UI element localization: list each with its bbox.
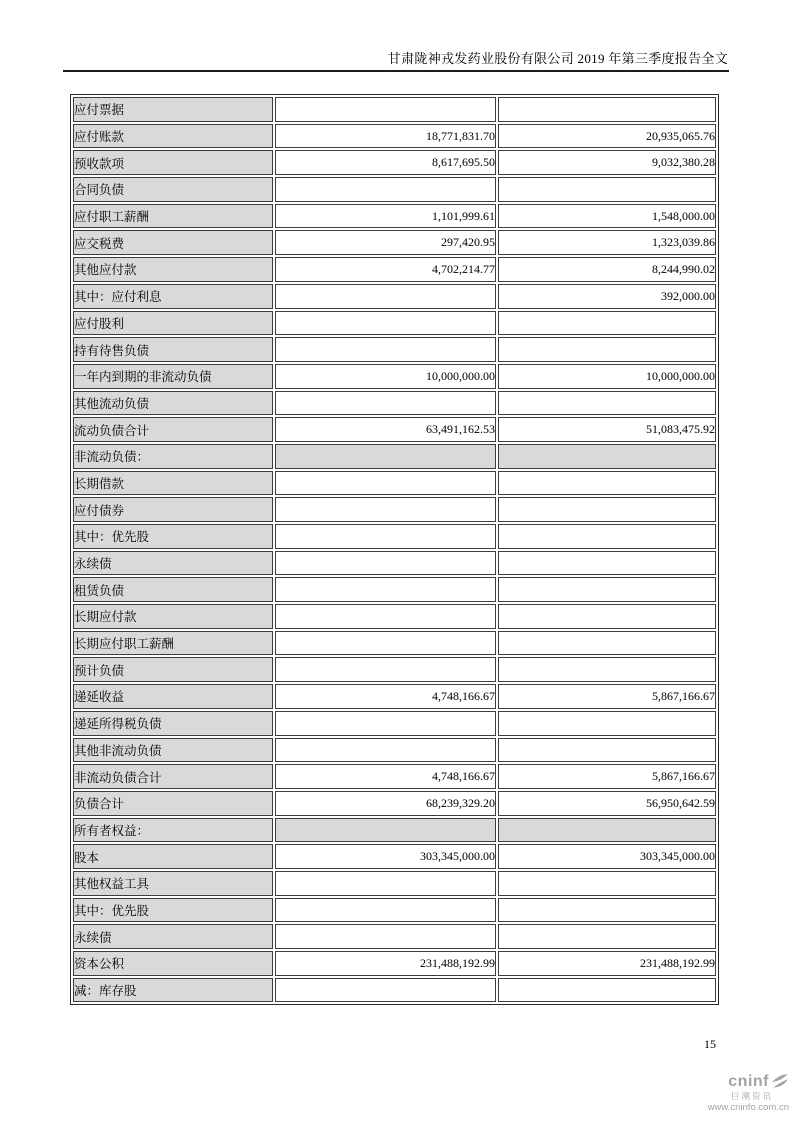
- row-value-col3: [498, 311, 716, 336]
- row-value-col2: [275, 444, 496, 469]
- row-value-col2: [275, 818, 496, 843]
- cninfo-logo: [708, 1073, 789, 1113]
- table-row: [73, 497, 716, 522]
- table-row: [73, 177, 716, 202]
- row-label: 长期借款: [73, 471, 273, 496]
- cninfo-brand-cn: 巨潮资讯: [730, 1090, 773, 1101]
- row-label: 非流动负债：: [73, 444, 273, 469]
- row-value-col3: [498, 471, 716, 496]
- row-value-col2: [275, 284, 496, 309]
- row-value-col3: 10,000,000.00: [498, 364, 716, 389]
- row-value-col2: [275, 471, 496, 496]
- row-value-col3: [498, 177, 716, 202]
- row-value-col3: [498, 631, 716, 656]
- report-header-title: 甘肃陇神戎发药业股份有限公司 2019 年第三季度报告全文: [387, 51, 728, 66]
- row-value-col3: 5,867,166.67: [498, 684, 716, 709]
- table-row: [73, 391, 716, 416]
- row-label: 应付债券: [73, 497, 273, 522]
- cninfo-url: www.cninfo.com.cn: [707, 1101, 789, 1113]
- row-label: 永续债: [73, 551, 273, 576]
- row-value-col3: 5,867,166.67: [498, 764, 716, 789]
- row-value-col2: 231,488,192.99: [275, 951, 496, 976]
- table-row: [73, 150, 716, 175]
- row-value-col3: 392,000.00: [498, 284, 716, 309]
- row-label: 长期应付职工薪酬: [73, 631, 273, 656]
- table-row: [73, 764, 716, 789]
- balance-sheet-table: [70, 94, 719, 1005]
- row-value-col2: 10,000,000.00: [275, 364, 496, 389]
- page-number: 15: [704, 1037, 716, 1051]
- table-row: [73, 337, 716, 362]
- row-value-col2: [275, 337, 496, 362]
- row-value-col2: [275, 871, 496, 896]
- row-label: 递延收益: [73, 684, 273, 709]
- row-label: 应付职工薪酬: [73, 204, 273, 229]
- row-value-col2: 303,345,000.00: [275, 844, 496, 869]
- table-row: [73, 657, 716, 682]
- row-value-col3: 1,323,039.86: [498, 230, 716, 255]
- row-value-col3: [498, 524, 716, 549]
- row-value-col3: 56,950,642.59: [498, 791, 716, 816]
- row-label: 其中：应付利息: [73, 284, 273, 309]
- row-value-col3: [498, 818, 716, 843]
- row-value-col2: [275, 497, 496, 522]
- balance-sheet-body: [73, 97, 716, 1002]
- header-rule: [63, 70, 729, 72]
- row-value-col3: 303,345,000.00: [498, 844, 716, 869]
- table-row: [73, 471, 716, 496]
- row-value-col2: [275, 391, 496, 416]
- row-label: 减：库存股: [73, 978, 273, 1003]
- row-label: 应付账款: [73, 124, 273, 149]
- table-row: [73, 738, 716, 763]
- table-row: [73, 551, 716, 576]
- row-value-col3: [498, 898, 716, 923]
- row-value-col3: [498, 924, 716, 949]
- row-label: 应付股利: [73, 311, 273, 336]
- row-value-col3: [498, 871, 716, 896]
- row-value-col2: [275, 657, 496, 682]
- table-row: [73, 924, 716, 949]
- table-row: [73, 284, 716, 309]
- row-value-col2: [275, 604, 496, 629]
- row-value-col2: [275, 177, 496, 202]
- row-value-col3: [498, 604, 716, 629]
- row-value-col3: [498, 657, 716, 682]
- row-value-col2: 8,617,695.50: [275, 150, 496, 175]
- row-value-col3: [498, 711, 716, 736]
- row-value-col2: [275, 898, 496, 923]
- row-value-col3: [498, 551, 716, 576]
- table-row: [73, 230, 716, 255]
- table-row: [73, 684, 716, 709]
- row-label: 其他流动负债: [73, 391, 273, 416]
- row-label: 其中：优先股: [73, 898, 273, 923]
- row-label: 合同负债: [73, 177, 273, 202]
- row-value-col2: [275, 311, 496, 336]
- table-row: [73, 871, 716, 896]
- table-row: [73, 204, 716, 229]
- row-value-col2: [275, 978, 496, 1003]
- row-label: 一年内到期的非流动负债: [73, 364, 273, 389]
- row-value-col2: [275, 631, 496, 656]
- row-value-col2: 4,748,166.67: [275, 764, 496, 789]
- row-value-col3: 1,548,000.00: [498, 204, 716, 229]
- table-row: [73, 311, 716, 336]
- cninfo-swirl-icon: [770, 1073, 789, 1090]
- table-row: [73, 524, 716, 549]
- row-value-col2: [275, 97, 496, 122]
- row-value-col3: 20,935,065.76: [498, 124, 716, 149]
- table-row: [73, 631, 716, 656]
- row-label: 非流动负债合计: [73, 764, 273, 789]
- row-label: 股本: [73, 844, 273, 869]
- row-label: 长期应付款: [73, 604, 273, 629]
- cninfo-brand-row: [728, 1073, 789, 1091]
- row-label: 预计负债: [73, 657, 273, 682]
- table-row: [73, 444, 716, 469]
- row-value-col2: 68,239,329.20: [275, 791, 496, 816]
- row-label: 应付票据: [73, 97, 273, 122]
- row-label: 所有者权益：: [73, 818, 273, 843]
- row-value-col2: 1,101,999.61: [275, 204, 496, 229]
- table-row: [73, 257, 716, 282]
- table-row: [73, 951, 716, 976]
- row-value-col3: [498, 337, 716, 362]
- row-value-col2: [275, 524, 496, 549]
- row-value-col3: [498, 497, 716, 522]
- table-row: [73, 818, 716, 843]
- row-value-col3: [498, 577, 716, 602]
- table-row: [73, 604, 716, 629]
- row-label: 预收款项: [73, 150, 273, 175]
- row-label: 其中：优先股: [73, 524, 273, 549]
- row-value-col2: [275, 738, 496, 763]
- row-value-col2: [275, 551, 496, 576]
- row-label: 持有待售负债: [73, 337, 273, 362]
- row-value-col3: 231,488,192.99: [498, 951, 716, 976]
- table-row: [73, 711, 716, 736]
- row-value-col3: 8,244,990.02: [498, 257, 716, 282]
- row-value-col2: 4,702,214.77: [275, 257, 496, 282]
- row-value-col3: [498, 738, 716, 763]
- table-row: [73, 844, 716, 869]
- row-value-col3: 9,032,380.28: [498, 150, 716, 175]
- table-row: [73, 577, 716, 602]
- row-value-col2: [275, 924, 496, 949]
- row-value-col3: [498, 391, 716, 416]
- row-value-col2: 4,748,166.67: [275, 684, 496, 709]
- row-label: 永续债: [73, 924, 273, 949]
- row-value-col2: [275, 711, 496, 736]
- table-row: [73, 978, 716, 1003]
- table-row: [73, 791, 716, 816]
- table-row: [73, 97, 716, 122]
- row-value-col3: [498, 978, 716, 1003]
- table-row: [73, 364, 716, 389]
- table-row: [73, 417, 716, 442]
- row-label: 递延所得税负债: [73, 711, 273, 736]
- cninfo-brand-text: cninf: [728, 1073, 769, 1090]
- row-value-col2: 63,491,162.53: [275, 417, 496, 442]
- table-row: [73, 898, 716, 923]
- row-label: 其他非流动负债: [73, 738, 273, 763]
- row-label: 负债合计: [73, 791, 273, 816]
- row-value-col3: [498, 97, 716, 122]
- row-value-col2: 18,771,831.70: [275, 124, 496, 149]
- row-value-col3: 51,083,475.92: [498, 417, 716, 442]
- row-label: 其他权益工具: [73, 871, 273, 896]
- row-label: 其他应付款: [73, 257, 273, 282]
- row-label: 流动负债合计: [73, 417, 273, 442]
- row-label: 租赁负债: [73, 577, 273, 602]
- table-row: [73, 124, 716, 149]
- row-label: 资本公积: [73, 951, 273, 976]
- row-value-col3: [498, 444, 716, 469]
- row-value-col2: 297,420.95: [275, 230, 496, 255]
- row-label: 应交税费: [73, 230, 273, 255]
- row-value-col2: [275, 577, 496, 602]
